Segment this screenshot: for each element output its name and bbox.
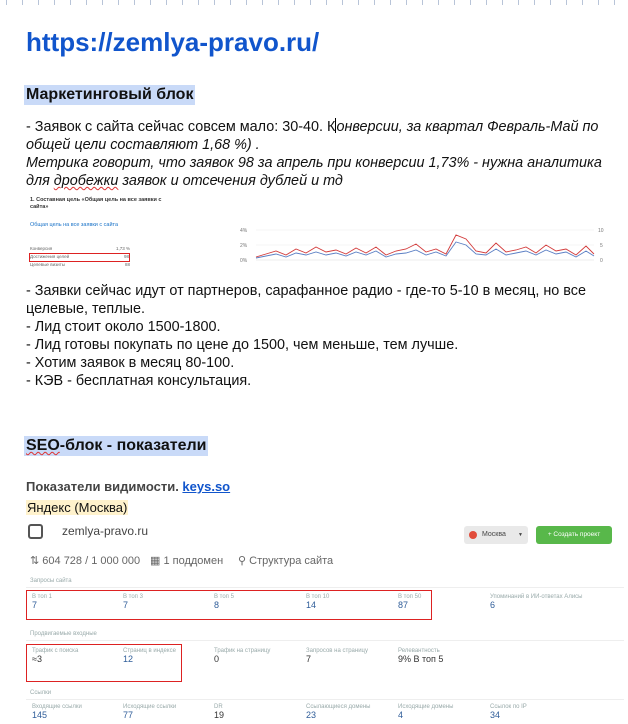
goal-label: Общая цель на все заявки с сайта	[30, 222, 119, 228]
subdomains-stat[interactable]: ▦ 1 поддомен	[150, 555, 224, 567]
svg-text:5: 5	[600, 243, 603, 249]
metrika-text-b: для	[26, 173, 54, 189]
link-stat[interactable]: Ссылающиеся домены 23	[306, 704, 371, 720]
list-item: - Лид готовы покупать по цене до 1500, чем меньше, тем лучше.	[26, 337, 459, 353]
page-stat: Релевантность 9% В топ 5	[398, 648, 444, 664]
keys-so-link[interactable]: keys.so	[182, 479, 231, 494]
metrika-text: Метрика говорит, что заявок 98 за апрель при конверсии 1,73% - нужна аналитика	[26, 155, 602, 171]
page-stat[interactable]: Трафик с поиска ≈3	[32, 648, 79, 664]
query-stat[interactable]: В топ 5 8	[214, 594, 234, 610]
region-select[interactable]	[464, 526, 528, 544]
spellcheck-word[interactable]: дробежки	[53, 173, 119, 189]
chevron-down-icon: ▼	[518, 532, 523, 538]
page-stat[interactable]: Страниц в индексе 12	[123, 648, 176, 664]
svg-text:0%: 0%	[240, 258, 248, 264]
query-stat[interactable]: Упоминаний в ИИ-ответах Алисы 6	[490, 594, 583, 610]
goal-stats: Конверсия 1,73 % Достижения целей 98 Целевые визиты 88	[30, 246, 130, 267]
site-icon	[28, 524, 43, 539]
svg-text:2%: 2%	[240, 243, 248, 249]
leads-list	[26, 282, 618, 390]
link-stat[interactable]: Входящие ссылки 145	[32, 704, 82, 720]
keys-so-panel	[26, 518, 624, 724]
sort-icon: ⇅	[30, 555, 40, 567]
list-item: - Заявки сейчас идут от партнеров, сарафанное радио - где-то 5-10 в месяц, но все	[26, 283, 586, 299]
section-queries: Запросы сайта	[30, 578, 72, 584]
conversion-text-b: онверсии, за квартал Февраль-Май по	[336, 119, 599, 135]
page-stat: Трафик на страницу 0	[214, 648, 271, 664]
list-item: целевые, теплые.	[26, 301, 145, 317]
visits-stat: ⇅ 604 728 / 1 000 000	[30, 555, 141, 567]
section-links: Ссылки	[30, 690, 52, 696]
query-stat[interactable]: В топ 3 7	[123, 594, 143, 610]
list-item: - Лид стоит около 1500-1800.	[26, 319, 221, 335]
link-stat[interactable]: Исходящие ссылки 77	[123, 704, 177, 720]
ruler	[0, 0, 628, 8]
grid-icon: ▦	[150, 555, 161, 567]
marketing-heading: Маркетинговый блок	[26, 86, 194, 103]
conversion-text-a: - Заявок с сайта сейчас совсем мало: 30-40. К	[26, 119, 336, 135]
yandex-icon	[469, 531, 477, 539]
list-item: - Хотим заявок в месяц 80-100.	[26, 355, 235, 371]
seo-heading	[24, 436, 208, 456]
region-select-value: Москва	[482, 531, 506, 538]
svg-text:0: 0	[600, 258, 603, 264]
page-stat: Запросов на страницу 7	[306, 648, 368, 664]
list-item: - КЭВ - бесплатная консультация.	[26, 373, 252, 389]
svg-text:4%: 4%	[240, 228, 248, 234]
chart-title: 1. Составная цель «Общая цель на все заявки с	[30, 197, 162, 203]
goal-line-chart	[238, 227, 610, 269]
link-stat: DR 19	[214, 704, 225, 720]
visibility-label: Показатели видимости.	[26, 479, 183, 494]
seo-heading-a: SEO	[26, 437, 60, 454]
link-stat[interactable]: Ссылок по IP 34	[490, 704, 527, 720]
region-label: Яндекс (Москва)	[27, 500, 128, 515]
link-stat[interactable]: Исходящие домены 4	[398, 704, 454, 720]
section-pages: Продвигаемые входные	[30, 631, 97, 637]
site-name[interactable]: zemlya-pravo.ru	[62, 524, 149, 538]
metrika-text-c: заявок и отсечения дублей и тд	[118, 173, 343, 189]
site-url-heading[interactable]: https://zemlya-pravo.ru/	[26, 27, 320, 57]
conversion-text-c: общей цели составляют 1,68 %) .	[26, 137, 260, 153]
seo-heading-b: -блок - показатели	[59, 437, 207, 454]
structure-link[interactable]: ⚲ Структура сайта	[238, 555, 334, 567]
query-stat[interactable]: В топ 10 14	[306, 594, 330, 610]
query-stat[interactable]: В топ 1 7	[32, 594, 52, 610]
marketing-paragraph	[26, 118, 616, 190]
visibility-line	[26, 479, 230, 494]
tree-icon: ⚲	[238, 555, 247, 567]
query-stat[interactable]: В топ 50 87	[398, 594, 422, 610]
svg-text:10: 10	[598, 228, 604, 234]
create-project-button[interactable]: + Создать проект	[536, 526, 612, 544]
metrika-goal-chart	[28, 197, 610, 273]
chart-title-2: сайта»	[30, 203, 49, 210]
